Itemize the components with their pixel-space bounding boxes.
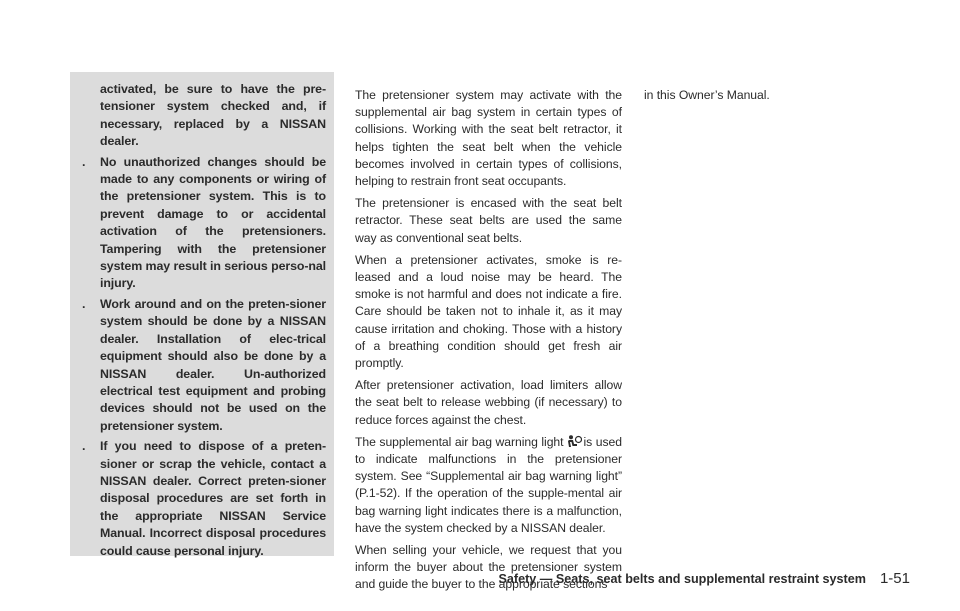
paragraph: The pretensioner system may activate with the supplemental air bag system in certain types of collisions. Working with the seat belt retractor, it helps tighten the seat belt when the vehicle becomes involved in certain types of collisions, helping to restrain front seat occupants. xyxy=(355,88,622,189)
body-column-middle xyxy=(355,87,622,599)
airbag-warning-icon xyxy=(566,435,582,448)
paragraph: in this Owner’s Manual. xyxy=(644,88,770,102)
bullet: . xyxy=(82,296,86,311)
warning-list xyxy=(78,81,326,563)
section-title: Safety — Seats, seat belts and supplemental restraint system xyxy=(498,572,866,586)
text: The supplemental air bag warning light xyxy=(355,434,564,449)
warning-text: activated, be sure to have the pre-tensioner system checked and, if necessary, replaced by a NISSAN dealer. xyxy=(100,82,326,149)
warning-text: Work around and on the preten-sioner system should be done by a NISSAN dealer. Installation of elec-trical equipment should also be done by a NISSAN dealer. Un-authorized electrical test equipment and probing devices should not be used on the pretensioner system. xyxy=(100,296,326,433)
warning-item xyxy=(78,154,326,293)
bullet: . xyxy=(82,154,86,169)
text: is used to indicate malfunctions in the pretensioner system. See “Supplemental air bag warning light” (P.1-52). If the operation of the supple-mental air bag warning light indicates there is a malfunction, have the system checked by a NISSAN dealer. xyxy=(355,434,622,535)
bullet: . xyxy=(82,439,86,454)
paragraph: After pretensioner activation, load limiters allow the seat belt to release webbing (if necessary) to reduce forces against the chest. xyxy=(355,378,622,427)
page-footer xyxy=(499,570,911,587)
warning-text: If you need to dispose of a preten-sioner or scrap the vehicle, contact a NISSAN dealer. Correct preten-sioner disposal procedures are set forth in the appropriate NISSAN Service Manual. Incorrect disposal procedures could cause personal injury. xyxy=(100,439,326,558)
page-number: 1-51 xyxy=(879,570,910,587)
paragraph: When a pretensioner activates, smoke is re-leased and a loud noise may be heard. The smoke is not harmful and does not indicate a fire. Care should be taken not to inhale it, as it may cause irritation and choking. Those with a history of a breathing condition should get fresh air promptly. xyxy=(355,252,622,371)
paragraph: The pretensioner is encased with the seat belt retractor. These seat belts are used the same way as conventional seat belts. xyxy=(355,196,622,245)
warning-item xyxy=(78,296,326,435)
paragraph xyxy=(355,434,622,537)
warning-item xyxy=(78,81,326,151)
warning-text: No unauthorized changes should be made to any components or wiring of the pretensioner system. This is to prevent damage to or accidental activation of the pretensioners. Tampering with the pretensioner system may result in serious perso-nal injury. xyxy=(100,154,326,291)
body-column-right xyxy=(644,87,914,109)
paragraph: When selling your vehicle, we request that you inform the buyer about the pretensioner system and guide the buyer to the appropriate sections xyxy=(355,543,622,592)
warning-item xyxy=(78,438,326,560)
